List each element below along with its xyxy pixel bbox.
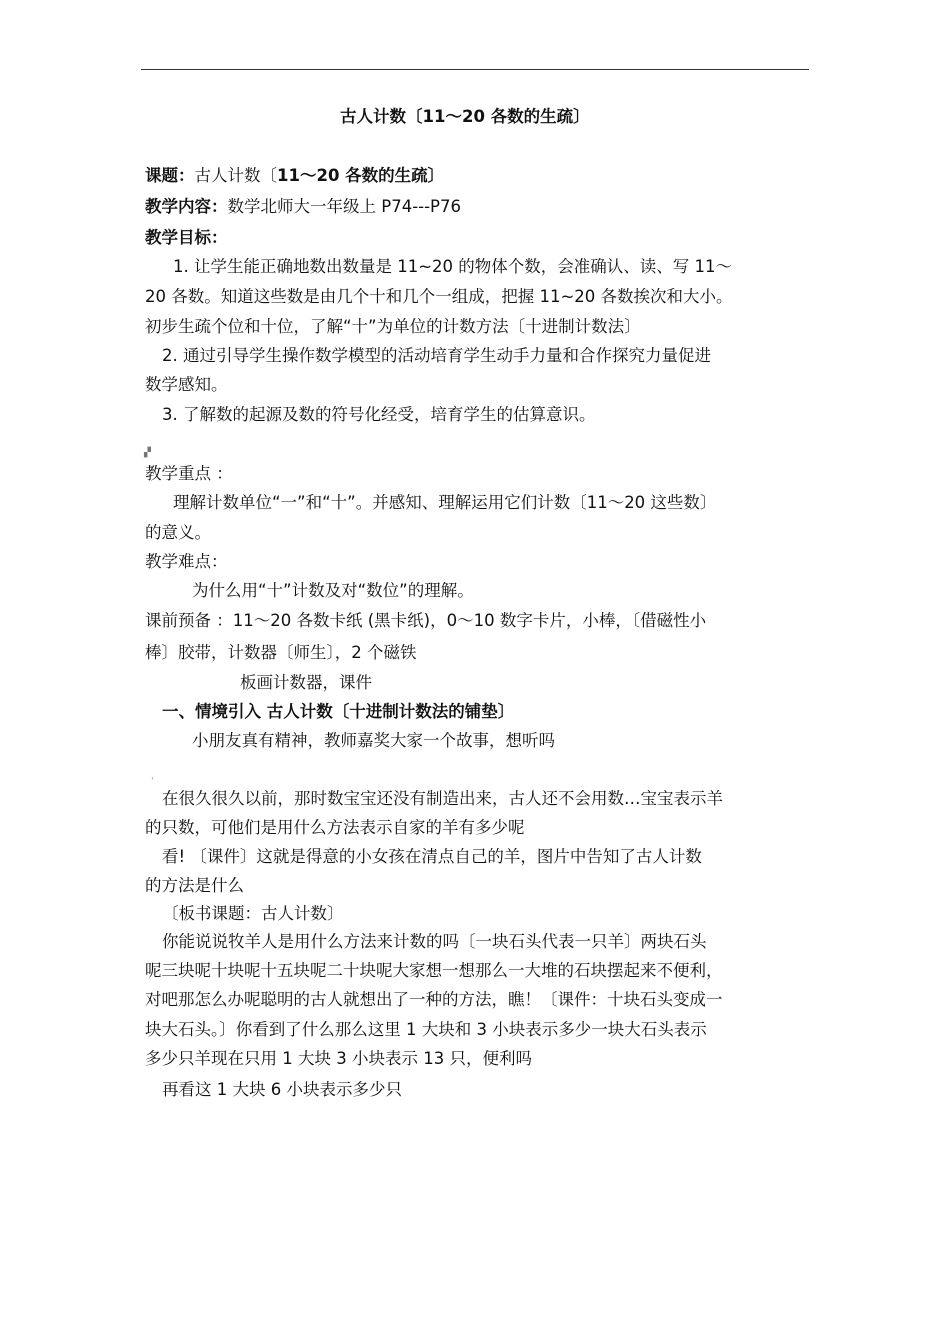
- key-line2: 的意义。: [145, 523, 211, 542]
- content-label: 教学内容：: [145, 197, 228, 216]
- key-line1: 理解计数单位“一”和“十”。并感知、理解运用它们计数〔11～20 这些数〕: [173, 493, 717, 512]
- goal3-line: 3. 了解数的起源及数的符号化经受，培育学生的估算意识。: [162, 405, 596, 424]
- prep-line2: 棒〕胶带，计数器〔师生〕，2 个磁铁: [145, 643, 417, 662]
- content-value: 数学北师大一年级上 P74---P76: [227, 197, 461, 216]
- section-1-heading: 一、情境引入 古人计数〔十进制计数法的铺垫〕: [162, 702, 515, 721]
- topic-label: 课题：: [145, 166, 195, 185]
- goal1-line2: 20 各数。知道这些数是由几个十和几个一组成，把握 11~20 各数挨次和大小。: [145, 287, 733, 306]
- para-5-line4: 块大石头。〕你看到了什么那么这里 1 大块和 3 小块表示多少一块大石头表示: [145, 1020, 707, 1039]
- para-4: 〔板书课题：古人计数〕: [162, 904, 344, 923]
- topic-value-b: 11～20 各数的生疏〕: [277, 166, 445, 185]
- topic-value-a: 古人计数〔: [194, 166, 277, 185]
- para-1: 小朋友真有精神，教师嘉奖大家一个故事，想听吗: [192, 731, 555, 750]
- topic-line: [145, 166, 444, 186]
- prep-line1: 课前预备 ：11～20 各数卡纸 (黑卡纸)，0～10 数字卡片，小棒，〔借磁性小: [145, 611, 707, 630]
- stray-tick: ˈ: [151, 777, 154, 787]
- para-5-line3: 对吧那怎么办呢聪明的古人就想出了一种的方法，瞧！〔课件：十块石头变成一: [145, 990, 723, 1009]
- para-5-line5: 多少只羊现在只用 1 大块 3 小块表示 13 只，便利吗: [145, 1049, 532, 1068]
- goals-label: 教学目标：: [145, 228, 228, 247]
- goal1-line1: 1. 让学生能正确地数出数量是 11~20 的物体个数，会准确认、读、写 11～: [173, 257, 733, 276]
- para-3-line1: 看! 〔课件〕这就是得意的小女孩在清点自己的羊，图片中告知了古人计数: [162, 847, 702, 866]
- para-2-line2: 的只数，可他们是用什么方法表示自家的羊有多少呢: [145, 818, 525, 837]
- para-5-line2: 呢三块呢十块呢十五块呢二十块呢大家想一想那么一大堆的石块摆起来不便利，: [145, 961, 723, 980]
- prep-line3: 板画计数器，课件: [240, 673, 372, 692]
- para-6: 再看这 1 大块 6 小块表示多少只: [162, 1080, 402, 1099]
- difficulty-label: 教学难点：: [145, 552, 228, 571]
- goal2-line1: 2. 通过引导学生操作数学模型的活动培育学生动手力量和合作探究力量促进: [162, 346, 711, 365]
- para-5-line1: 你能说说牧羊人是用什么方法来计数的吗〔一块石头代表一只羊〕两块石头: [162, 932, 707, 951]
- header-rule: [141, 69, 809, 70]
- para-2-line1: 在很久很久以前，那时数宝宝还没有制造出来，古人还不会用数…宝宝表示羊: [162, 789, 723, 808]
- content-line: [145, 197, 461, 217]
- para-3-line2: 的方法是什么: [145, 876, 244, 895]
- key-label: 教学重点 ：: [145, 464, 233, 483]
- stray-mark: ▞: [144, 448, 151, 458]
- goal2-line2: 数学感知。: [145, 375, 228, 394]
- goal1-line3: 初步生疏个位和十位，了解“十”为单位的计数方法〔十进制计数法〕: [145, 317, 641, 336]
- difficulty-line1: 为什么用“十”计数及对“数位”的理解。: [192, 581, 474, 600]
- document-title: 古人计数〔11～20 各数的生疏〕: [340, 107, 590, 126]
